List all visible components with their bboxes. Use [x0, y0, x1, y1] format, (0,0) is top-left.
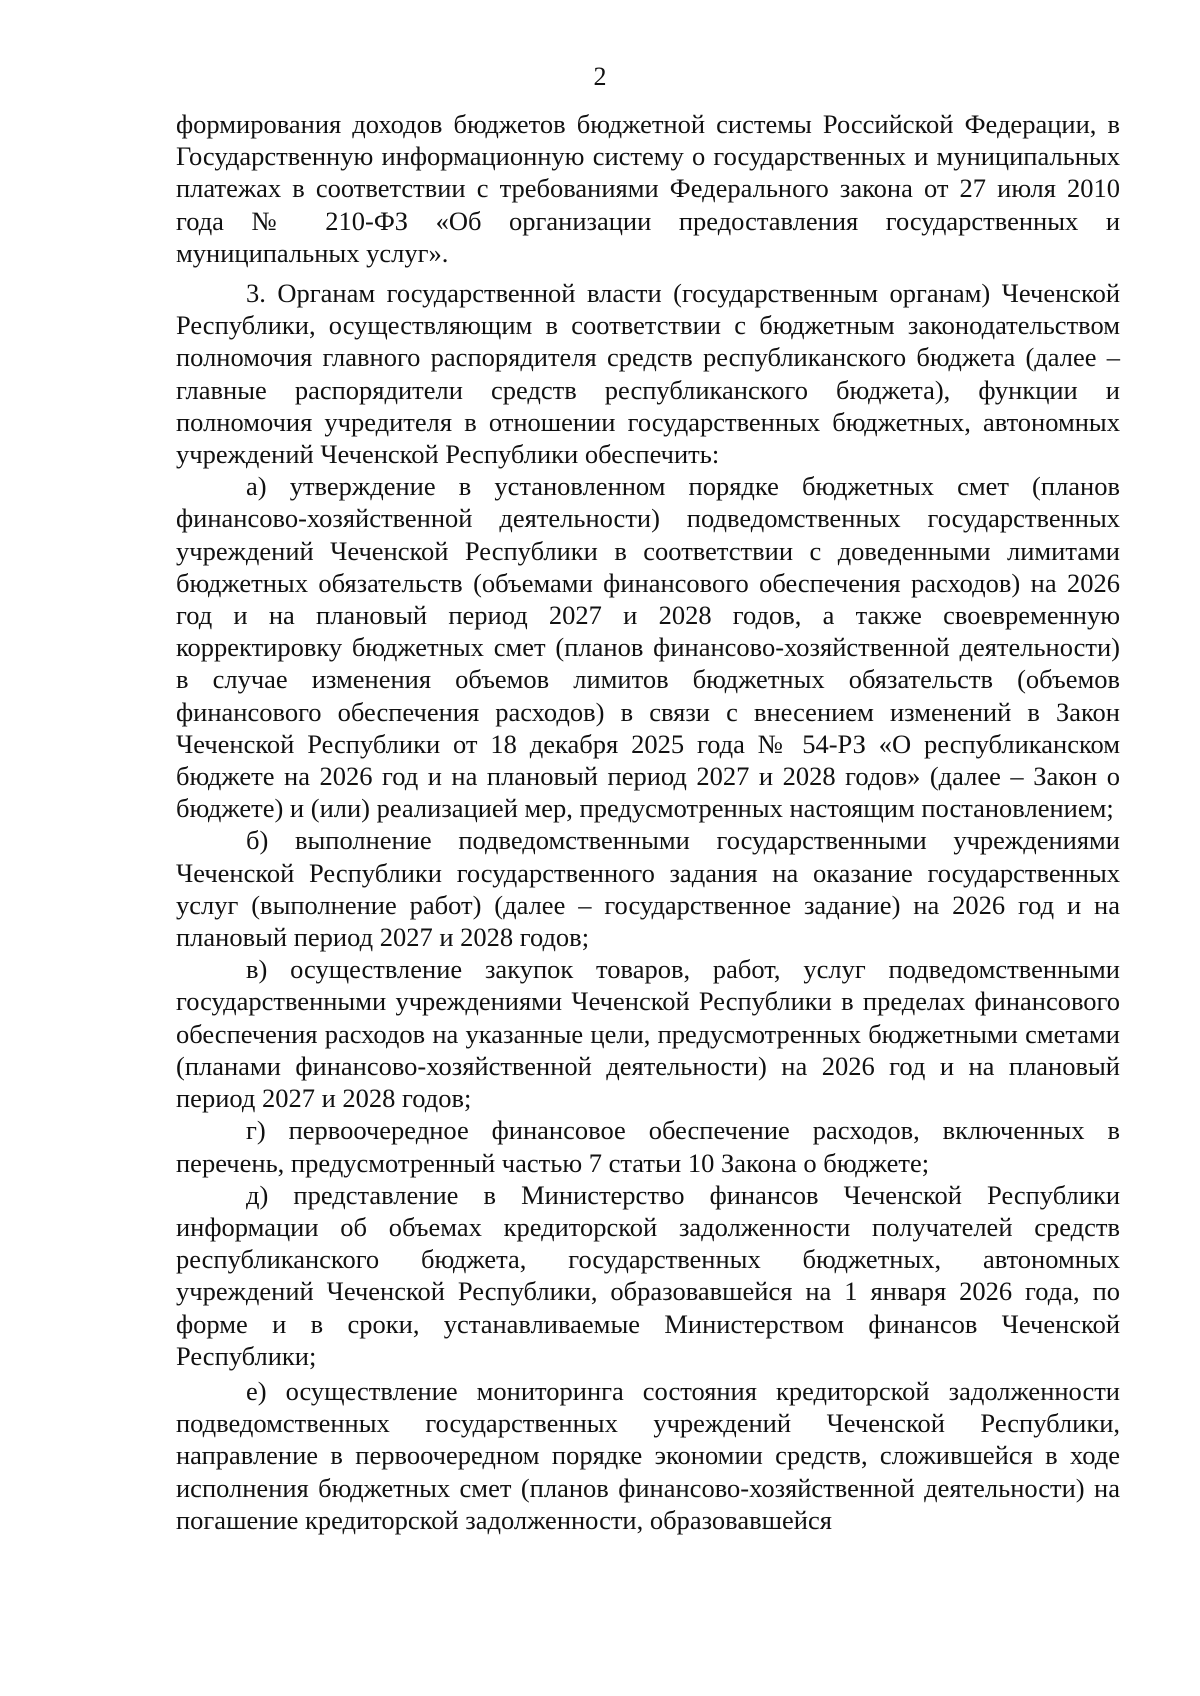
paragraph-item-3: 3. Органам государственной власти (государственным органам) Чеченской Республики, осуществляющим в соответствии с бюджетным законодательством полномочия главного распорядителя средств республиканского бюджета (далее – главные распорядители средств республиканского бюджета), функции и полномочия учредителя в отношении государственных бюджетных, автономных учреждений Чеченской Республики обеспечить:: [176, 278, 1120, 470]
paragraph-subitem-d: д) представление в Министерство финансов Чеченской Республики информации об объемах кредиторской задолженности получателей средств республиканского бюджета, государственных бюджетных, автономных учреждений Чеченской Республики, образовавшейся на 1 января 2026 года, по форме и в сроки, устанавливаемые Министерством финансов Чеченской Республики;: [176, 1179, 1120, 1371]
paragraph-continuation: формирования доходов бюджетов бюджетной системы Российской Федерации, в Государственную информационную систему о государственных и муниципальных платежах в соответствии с требованиями Федерального закона от 27 июля 2010 года № 210-ФЗ «Об организации предоставления государственных и муниципальных услуг».: [176, 109, 1120, 268]
page-number: 2: [593, 62, 607, 91]
paragraph-subitem-a: а) утверждение в установленном порядке бюджетных смет (планов финансово-хозяйственной деятельности) подведомственных государственных учреждений Чеченской Республики в соответствии с доведенными лимитами бюджетных обязательств (объемами финансового обеспечения расходов) на 2026 год и на плановый период 2027 и 2028 годов, а также своевременную корректировку бюджетных смет (планов финансово-хозяйственной деятельности) в случае изменения объемов лимитов бюджетных обязательств (объемов финансового обеспечения расходов) в связи с внесением изменений в Закон Чеченской Республики от 18 декабря 2025 года № 54-РЗ «О республиканском бюджете на 2026 год и на плановый период 2027 и 2028 годов» (далее – Закон о бюджете) и (или) реализацией мер, предусмотренных настоящим постановлением;: [176, 471, 1120, 824]
paragraph-subitem-e: е) осуществление мониторинга состояния кредиторской задолженности подведомственных государственных учреждений Чеченской Республики, направление в первоочередном порядке экономии средств, сложившейся в ходе исполнения бюджетных смет (планов финансово-хозяйственной деятельности) на погашение кредиторской задолженности, образовавшейся: [176, 1375, 1120, 1535]
paragraph-subitem-v: в) осуществление закупок товаров, работ, услуг подведомственными государственными учреждениями Чеченской Республики в пределах финансового обеспечения расходов на указанные цели, предусмотренных бюджетными сметами (планами финансово-хозяйственной деятельности) на 2026 год и на плановый период 2027 и 2028 годов;: [176, 954, 1120, 1114]
paragraph-subitem-b: б) выполнение подведомственными государственными учреждениями Чеченской Республики государственного задания на оказание государственных услуг (выполнение работ) (далее – государственное задание) на 2026 год и на плановый период 2027 и 2028 годов;: [176, 825, 1120, 953]
document-body: [176, 108, 1120, 1536]
paragraph-subitem-g: г) первоочередное финансовое обеспечение расходов, включенных в перечень, предусмотренный частью 7 статьи 10 Закона о бюджете;: [176, 1115, 1120, 1178]
